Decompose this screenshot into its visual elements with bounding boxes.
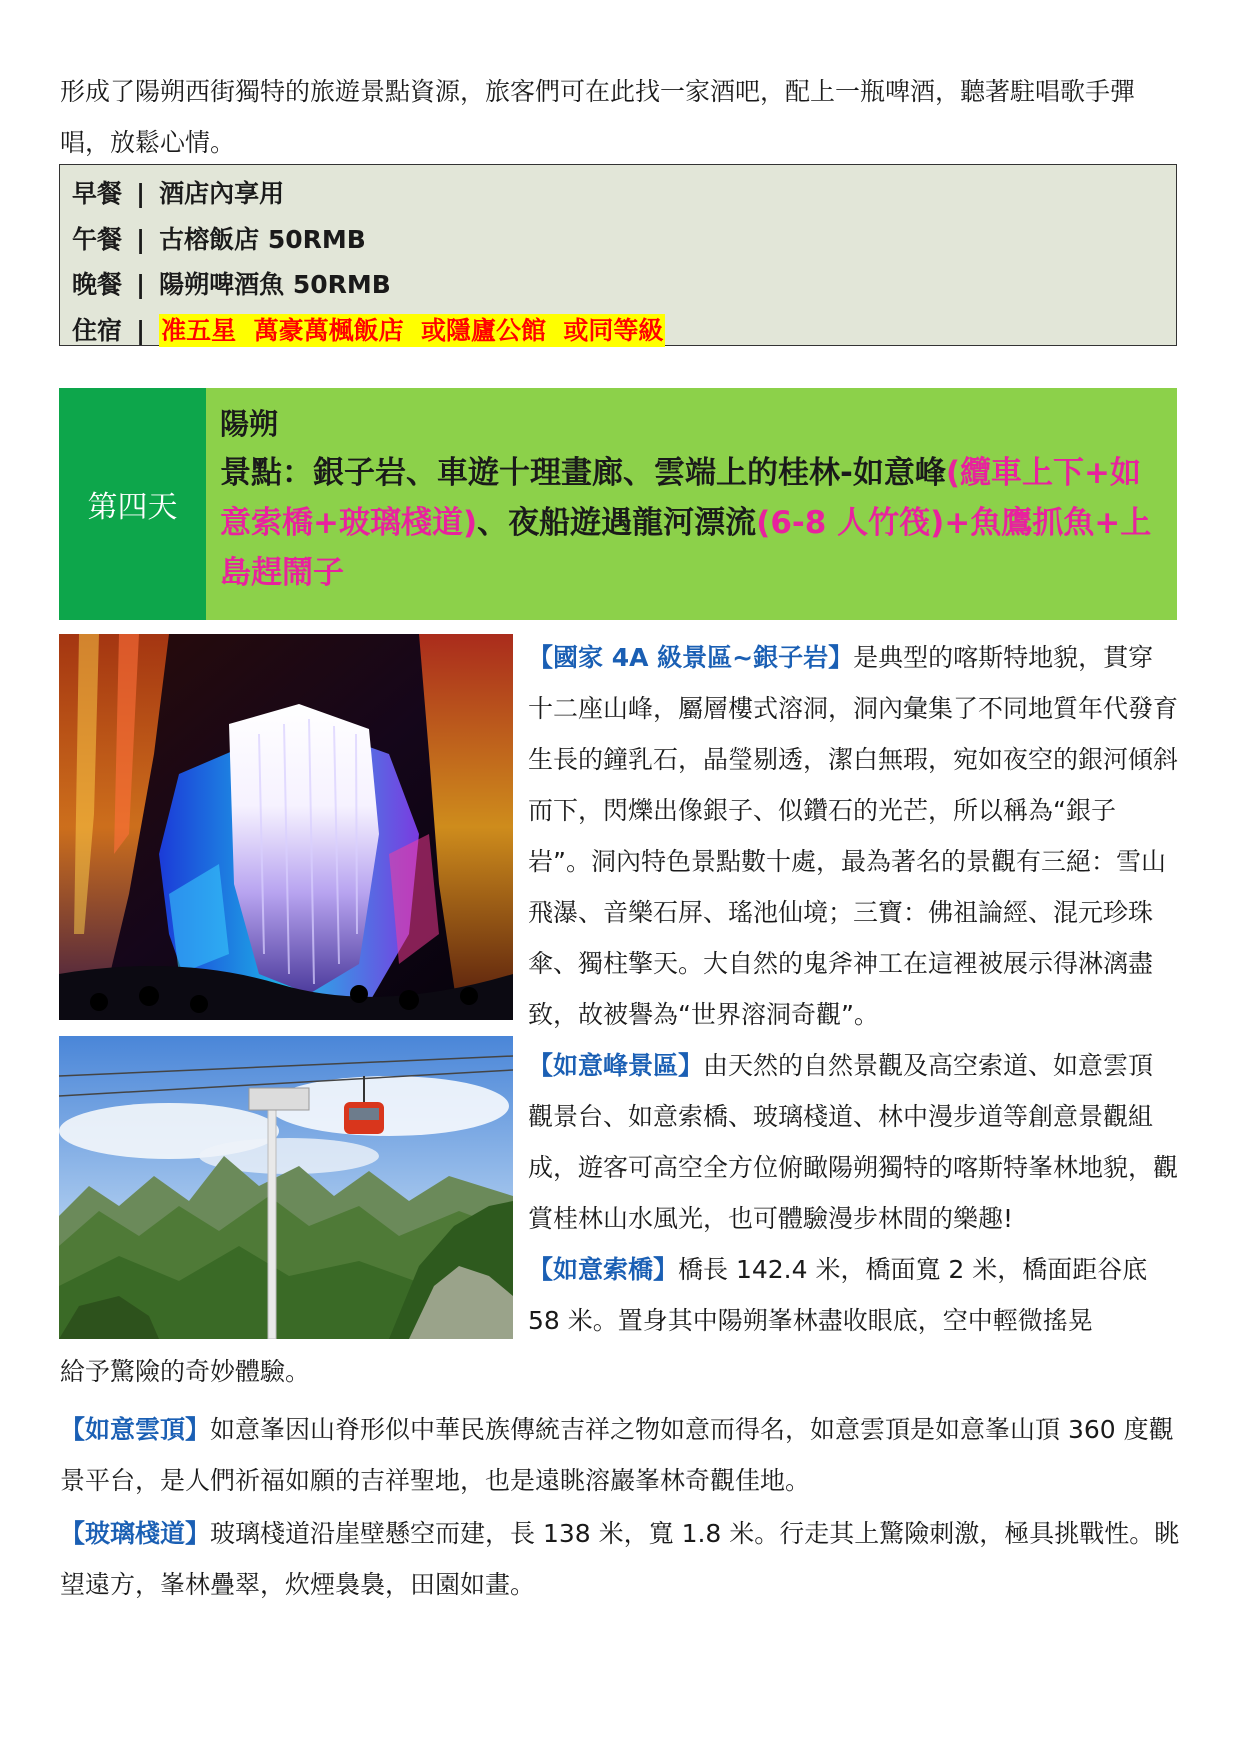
silver-cave-title: 【國家 4A 級景區~銀子岩】 (528, 643, 854, 672)
lodging-value: 准五星 萬豪萬楓飯店 或隱廬公館 或同等級 (161, 315, 664, 345)
meal-row-breakfast (72, 171, 1176, 217)
silver-cave-paragraph (528, 632, 1178, 1040)
bridge-text: 橋長 142.4 米，橋面寬 2 米，橋面距谷底 58 米。置身其中陽朔峯林盡收眼底，空中輕微搖晃 (528, 1255, 1148, 1335)
cable-car-photo (59, 1036, 513, 1339)
cave-photo (59, 634, 513, 1020)
breakfast-label: 早餐 (72, 179, 123, 208)
cave-photo-icon (59, 634, 513, 1020)
day-panel (206, 388, 1177, 620)
meals-box (59, 164, 1177, 346)
breakfast-value: 酒店內享用 (159, 179, 285, 208)
cloud-top-paragraph (60, 1404, 1180, 1506)
lunch-label: 午餐 (72, 224, 123, 254)
dinner-label: 晚餐 (72, 270, 123, 299)
bridge-paragraph (528, 1244, 1178, 1346)
meal-separator: | (136, 179, 146, 208)
meal-row-lodging (72, 308, 1176, 354)
ruyi-peak-title: 【如意峰景區】 (528, 1051, 704, 1080)
glass-walk-title: 【玻璃棧道】 (60, 1519, 211, 1548)
ruyi-peak-text: 由天然的自然景觀及高空索道、如意雲頂觀景台、如意索橋、玻璃棧道、林中漫步道等創意景觀組成，遊客可高空全方位俯瞰陽朔獨特的喀斯特峯林地貌，觀賞桂林山水風光，也可體驗漫步林間的樂趣! (528, 1051, 1179, 1233)
cloud-top-title: 【如意雲頂】 (60, 1415, 211, 1444)
glass-walk-text: 玻璃棧道沿崖壁懸空而建，長 138 米，寬 1.8 米。行走其上驚險刺激，極具挑戰性。眺望遠方，峯林疊翠，炊煙裊裊，田園如畫。 (60, 1519, 1180, 1599)
meal-row-lunch (72, 217, 1176, 263)
meal-separator: | (136, 270, 146, 299)
ruyi-peak-paragraph (528, 1040, 1178, 1244)
bridge-paragraph-continued: 給予驚險的奇妙體驗。 (60, 1357, 311, 1386)
day-sights (220, 448, 1163, 598)
sights-middle: 、夜船遊遇龍河漂流 (477, 505, 757, 541)
lodging-label: 住宿 (72, 315, 123, 345)
cloud-top-text: 如意峯因山脊形似中華民族傳統吉祥之物如意而得名，如意雲頂是如意峯山頂 360 度觀景平台，是人們祈福如願的吉祥聖地，也是遠眺溶巖峯林奇觀佳地。 (60, 1415, 1174, 1495)
bridge-title: 【如意索橋】 (528, 1255, 679, 1284)
meal-separator: | (136, 315, 146, 345)
intro-paragraph: 形成了陽朔西街獨特的旅遊景點資源，旅客們可在此找一家酒吧，配上一瓶啤酒，聽著駐唱歌手彈唱，放鬆心情。 (60, 77, 1136, 157)
cable-car-photo-icon (59, 1036, 513, 1339)
sights-highlight-1: (纜車上下+如意索橋+玻璃棧道) (220, 455, 1142, 541)
lunch-value: 古榕飯店 50RMB (159, 224, 366, 254)
meal-separator: | (136, 224, 146, 254)
silver-cave-text: 是典型的喀斯特地貌，貫穿十二座山峰，屬層樓式溶洞，洞內彙集了不同地質年代發育生長的鐘乳石，晶瑩剔透，潔白無瑕，宛如夜空的銀河傾斜而下，閃爍出像銀子、似鑽石的光芒，所以稱為“銀子岩”。洞內特色景點數十處，最為著名的景觀有三絕：雪山飛瀑、音樂石屏、瑤池仙境；三寶：佛祖論經、混元珍珠傘、獨柱擎天。大自然的鬼斧神工在這裡被展示得淋漓盡致，故被譽為“世界溶洞奇觀”。 (528, 643, 1179, 1029)
sights-prefix: 景點：銀子岩、車遊十理畫廊、雲端上的桂林-如意峰 (220, 455, 946, 491)
day-label: 第四天 (59, 388, 206, 620)
dinner-value: 陽朔啤酒魚 50RMB (159, 270, 391, 299)
meal-row-dinner (72, 262, 1176, 308)
sights-highlight-2: (6-8 人竹筏)+魚鷹抓魚+上島趕鬧子 (220, 505, 1152, 591)
day-city: 陽朔 (220, 407, 279, 441)
glass-walk-paragraph (60, 1508, 1180, 1610)
